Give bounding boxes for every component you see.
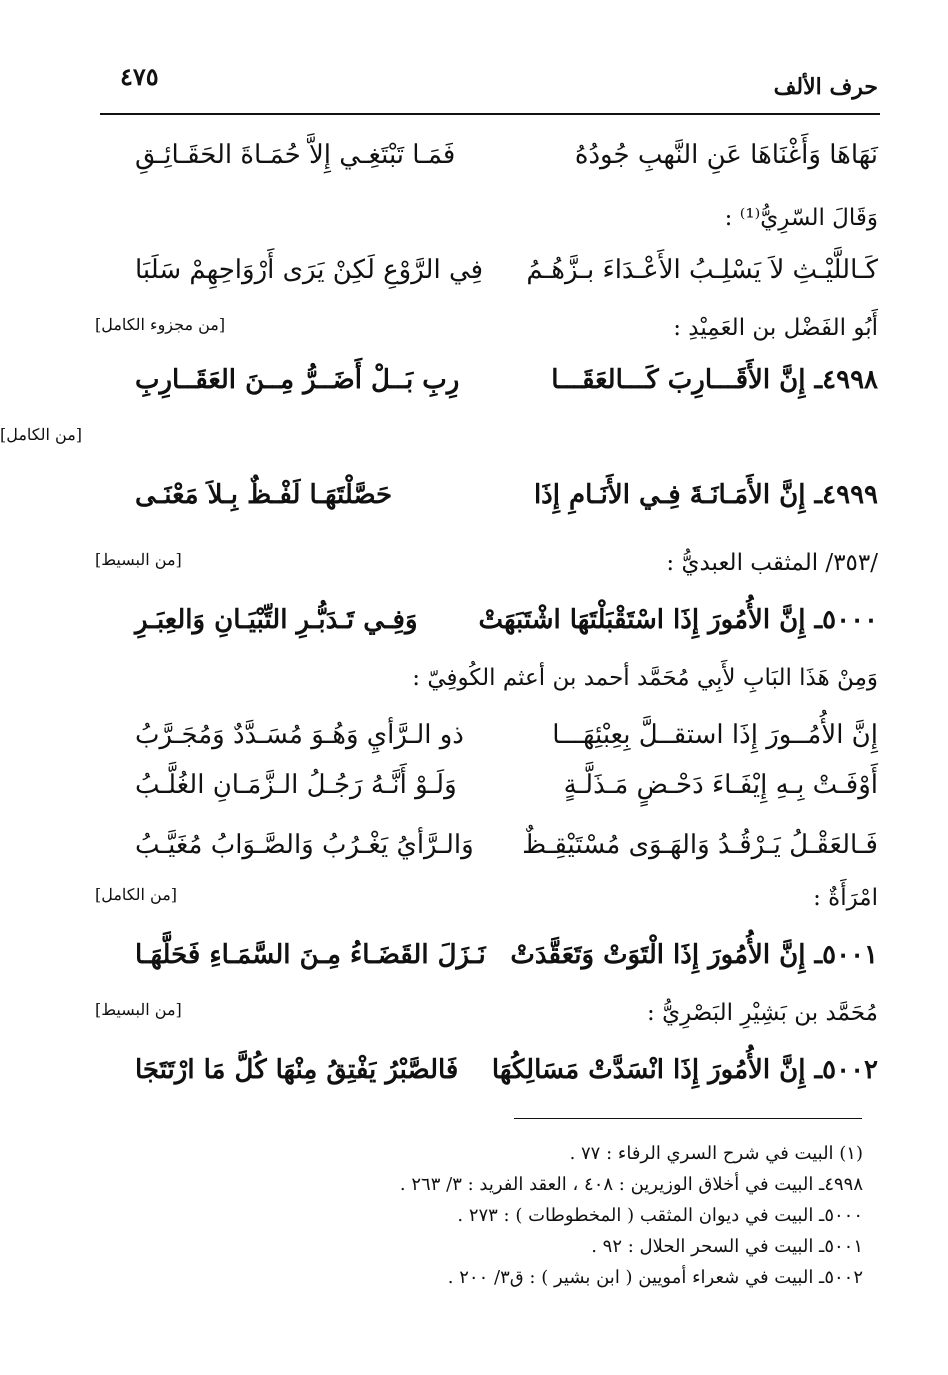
footnotes [243,1138,863,1293]
meter-label: [من الكامل] [0,425,83,444]
verse-row [95,255,878,295]
attribution-text: مُحَمَّد بن بَشِيْرِ البَصْرِيُّ : [647,1000,878,1026]
verse-first-hemistich [518,480,878,510]
verse-row [95,365,878,405]
meter-label: [من البسيط] [95,550,182,569]
verse-number: ٥٠٠١ـ [814,940,878,970]
verse-first-hemistich [518,140,878,170]
verse-second-hemistich: فَمَـا تَبْتَغِـي إِلاَّ حُمَـاةَ الحَقَـائِـقِ [135,140,456,170]
verse-number: ٤٩٩٨ـ [814,365,878,395]
verse-second-hemistich: فَالصَّبْرُ يَفْتِقُ مِنْهَا كُلَّ مَا ارْتَتَجَا [135,1055,459,1085]
verse-number: ٤٩٩٩ـ [814,480,878,510]
verse-row [95,940,878,980]
attribution-text: امْرَأَةٌ : [813,885,878,911]
meter-row [0,425,878,465]
meter-label: [من البسيط] [95,1000,182,1019]
hemistich-text: إِنَّ الأُمُورَ إِذَا انْسَدَّتْ مَسَالِكُهَا [491,1055,806,1085]
verse-second-hemistich: فِي الرَّوْعِ لَكِنْ يَرَى أَرْوَاحِهِمْ سَلَبَا [135,255,484,285]
footnote: ٥٠٠٠ـ البيت في ديوان المثقب ( المخطوطات ) : ٢٧٣ . [457,1205,863,1226]
page-header [108,60,878,110]
footnote-rule [514,1118,862,1119]
attribution-text: /٣٥٣/ المثقب العبديُّ : [666,550,878,576]
attribution-text: وَمِنْ هَذَا البَابِ لأَبِي مُحَمَّد أحمد بن أعثم الكُوفِيّ : [412,665,878,691]
hemistich-text: فَـالعَقْـلُ يَـرْقُـدُ وَالهَـوَى مُسْتَيْقِـظٌ [522,830,878,860]
hemistich-text: كَـاللَّيْـثِ لاَ يَسْلِـبُ الأَعْـدَاءَ بـزَّهُـمُ [526,255,878,285]
verse-second-hemistich: نَـزَلَ القَضَـاءُ مِـنَ السَّمَـاءِ فَحَلَّهَـا [135,940,486,970]
verse-first-hemistich [518,365,878,395]
hemistich-text: إِنَّ الأَمَـانَـةَ فِـي الأَنَـامِ إِذَا [533,480,806,510]
verse-first-hemistich [518,830,878,860]
hemistich-text: أَوْفَـتْ بِـهِ إِيْفَـاءَ دَحْـضٍ مَـذَلَّـةٍ [563,770,878,800]
verse-number: ٥٠٠٢ـ [814,1055,878,1085]
attribution-line [95,550,878,590]
attribution-line [95,315,878,355]
hemistich-text: نَهَاهَا وَأَغْنَاهَا عَنِ النَّهبِ جُودُهُ [574,140,878,170]
attribution-line [95,885,878,925]
footnote: ٤٩٩٨ـ البيت في أخلاق الوزيرين : ٤٠٨ ، العقد الفريد : ٣/ ٢٦٣ . [399,1174,863,1195]
attribution-text: أَبُو الفَضْل بن العَمِيْدِ : [673,315,878,341]
verse-second-hemistich: رِبِ بَــلْ أَضَــرُّ مِــنَ العَقَــارِبِ [135,365,460,395]
verse-second-hemistich: حَصَّلْتَهَـا لَفْـظٌ بِـلاَ مَعْنَـى [135,480,393,510]
verse-row [95,1055,878,1095]
verse-row [95,720,878,760]
verse-first-hemistich [518,720,878,750]
verse-first-hemistich [491,1055,878,1085]
hemistich-text: إِنَّ الأَقَـــارِبَ كَـــالعَقَـــا [551,365,806,395]
verse-row [95,830,878,870]
header-rule [100,113,880,115]
verse-row [95,605,878,645]
verse-second-hemistich: ذو الـرَّأيِ وَهُـوَ مُسَـدَّدٌ وَمُجَـرَّبُ [135,720,464,750]
verse-first-hemistich [518,770,878,800]
attribution-line [95,665,878,705]
attribution-line [95,1000,878,1040]
footnote: ٥٠٠٢ـ البيت في شعراء أمويين ( ابن بشير ) : ق٣/ ٢٠٠ . [447,1267,863,1288]
verse-second-hemistich: وَالـرَّأيُ يَغْـرُبُ وَالصَّـوَابُ مُغَيَّـبُ [135,830,474,860]
verse-row [95,140,878,180]
hemistich-text: إِنَّ الأُمُــورَ إِذَا استقــلَّ بِعِبْئِهَـــا [552,720,878,750]
meter-label: [من مجزوء الكامل] [95,315,226,334]
attribution-text: وَقَالَ السّرِيُّ⁽¹⁾ : [724,205,878,231]
verse-row [95,770,878,810]
page-number: ٤٧٥ [120,62,159,91]
verse-number: ٥٠٠٠ـ [814,605,878,635]
section-title: حرف الألف [773,74,878,100]
meter-label: [من الكامل] [95,885,178,904]
verse-second-hemistich: وَلَـوْ أَنَّـهُ رَجُـلُ الـزَّمَـانِ الغُلَّـبُ [135,770,457,800]
hemistich-text: إِنَّ الأُمُورَ إِذَا اسْتَقْبَلْتَهَا اشْتَبَهَتْ [478,605,806,635]
verse-first-hemistich [510,940,878,970]
footnote: (١) البيت في شرح السري الرفاء : ٧٧ . [569,1143,863,1164]
verse-first-hemistich [518,255,878,285]
verse-row [95,480,878,520]
verse-first-hemistich [478,605,878,635]
verse-second-hemistich: وَفِـي تَـدَبُّـرِ التِّبْيَـانِ وَالعِبَـرِ [135,605,418,635]
attribution-line [95,205,878,245]
hemistich-text: إِنَّ الأُمُورَ إِذَا الْتَوَتْ وَتَعَقَّدَتْ [510,940,806,970]
footnote: ٥٠٠١ـ البيت في السحر الحلال : ٩٢ . [591,1236,863,1257]
